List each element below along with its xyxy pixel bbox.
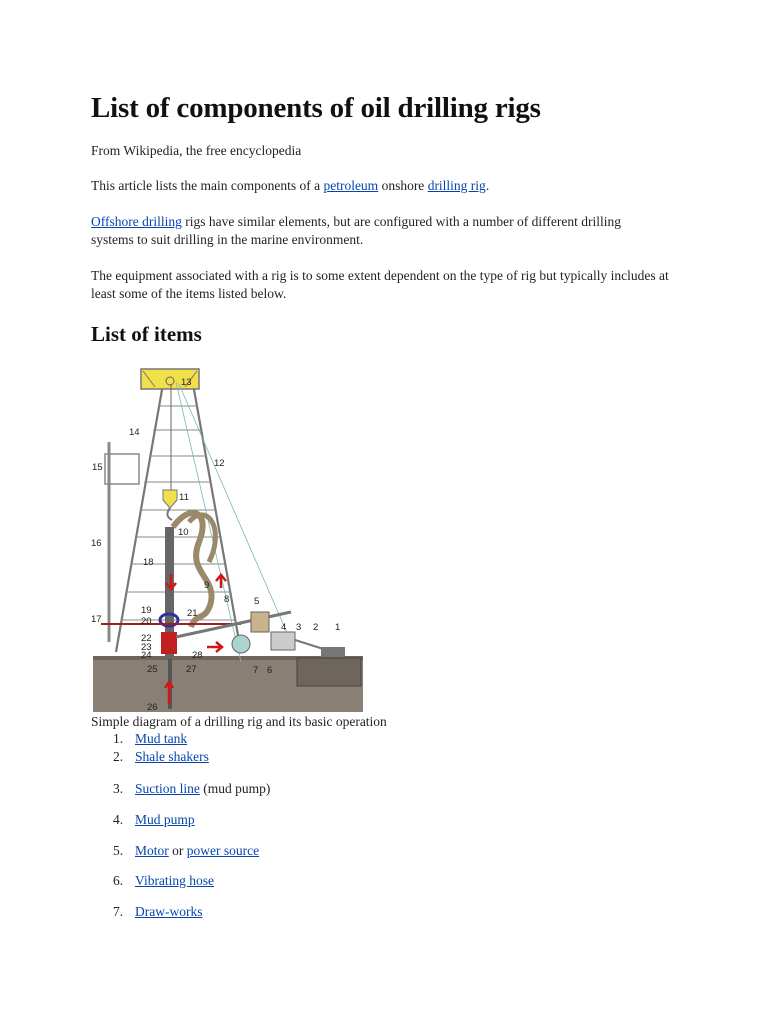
derrick-leg-left <box>116 384 163 652</box>
drawworks <box>232 635 250 653</box>
link-vibrating-hose[interactable]: Vibrating hose <box>135 873 215 888</box>
list-item-connector: or <box>168 843 187 858</box>
svg-text:21: 21 <box>187 608 198 619</box>
list-item-number: 2. <box>113 749 124 764</box>
link-mud-pump[interactable]: Mud pump <box>135 812 195 827</box>
list-item-number: 1. <box>113 731 124 746</box>
intro-text-before: This article lists the main components of a <box>91 178 324 193</box>
link-offshore-drilling[interactable]: Offshore drilling <box>91 214 182 229</box>
link-shale-shakers[interactable]: Shale shakers <box>135 749 209 764</box>
svg-text:8: 8 <box>224 594 230 605</box>
svg-text:4: 4 <box>281 622 287 633</box>
svg-text:18: 18 <box>143 557 154 568</box>
svg-text:2: 2 <box>313 622 319 633</box>
link-motor[interactable]: Motor <box>135 843 169 858</box>
section-heading-list-of-items: List of items <box>91 322 202 346</box>
svg-text:19: 19 <box>141 605 152 616</box>
svg-text:11: 11 <box>179 492 189 503</box>
blowout-preventer <box>161 632 177 654</box>
list-item-number: 3. <box>113 781 124 796</box>
list-item-note: (mud pump) <box>199 781 271 796</box>
intro-text-after: . <box>485 178 490 193</box>
up-arrow-icon <box>216 575 226 588</box>
equipment-paragraph: The equipment associated with a rig is to some extent dependent on the type of rig but typically includes at least some of the items listed below. <box>91 268 669 301</box>
svg-text:20: 20 <box>141 616 152 627</box>
intro-paragraph <box>91 177 681 195</box>
diagram-caption: Simple diagram of a drilling rig and its basic operation <box>91 714 387 729</box>
svg-text:13: 13 <box>181 377 192 388</box>
svg-text:23: 23 <box>141 642 152 653</box>
svg-text:5: 5 <box>254 596 260 607</box>
list-item-number: 7. <box>113 904 124 919</box>
link-mud-tank[interactable]: Mud tank <box>135 731 188 746</box>
svg-text:10: 10 <box>178 527 189 538</box>
shale-shaker <box>321 647 345 657</box>
svg-text:22: 22 <box>141 633 152 644</box>
svg-text:24: 24 <box>141 650 152 661</box>
mud-pump <box>271 632 295 650</box>
link-power-source[interactable]: power source <box>186 843 260 858</box>
motor <box>251 612 269 632</box>
hook <box>163 490 177 508</box>
svg-text:25: 25 <box>147 664 158 675</box>
svg-text:9: 9 <box>204 580 210 591</box>
svg-text:3: 3 <box>296 622 302 633</box>
svg-text:1: 1 <box>335 622 341 633</box>
svg-text:15: 15 <box>92 462 103 473</box>
svg-text:12: 12 <box>214 458 225 469</box>
mud-tank <box>297 658 361 686</box>
svg-text:14: 14 <box>129 427 140 438</box>
list-item-number: 6. <box>113 873 124 888</box>
offshore-text: rigs have similar elements, but are configured with a number of different drilling systems to suit drilling in the marine environment. <box>91 214 621 247</box>
link-petroleum[interactable]: petroleum <box>323 178 379 193</box>
svg-text:28: 28 <box>192 650 203 661</box>
offshore-paragraph <box>91 213 651 249</box>
svg-text:26: 26 <box>147 702 158 713</box>
derrick-rungs <box>121 406 235 620</box>
svg-text:6: 6 <box>267 665 273 676</box>
right-arrow-icon <box>207 642 222 652</box>
link-suction-line[interactable]: Suction line <box>135 781 200 796</box>
svg-text:16: 16 <box>91 538 102 549</box>
tagline: From Wikipedia, the free encyclopedia <box>91 143 302 158</box>
intro-text-middle: onshore <box>378 178 428 193</box>
link-draw-works[interactable]: Draw-works <box>135 904 203 919</box>
svg-text:17: 17 <box>91 614 102 625</box>
link-drilling-rig[interactable]: drilling rig <box>427 178 486 193</box>
svg-text:7: 7 <box>253 665 259 676</box>
list-item-number: 4. <box>113 812 124 827</box>
page-title: List of components of oil drilling rigs <box>91 92 541 124</box>
drilling-rig-diagram <box>91 362 381 717</box>
svg-text:27: 27 <box>186 664 197 675</box>
list-item-number: 5. <box>113 843 124 858</box>
